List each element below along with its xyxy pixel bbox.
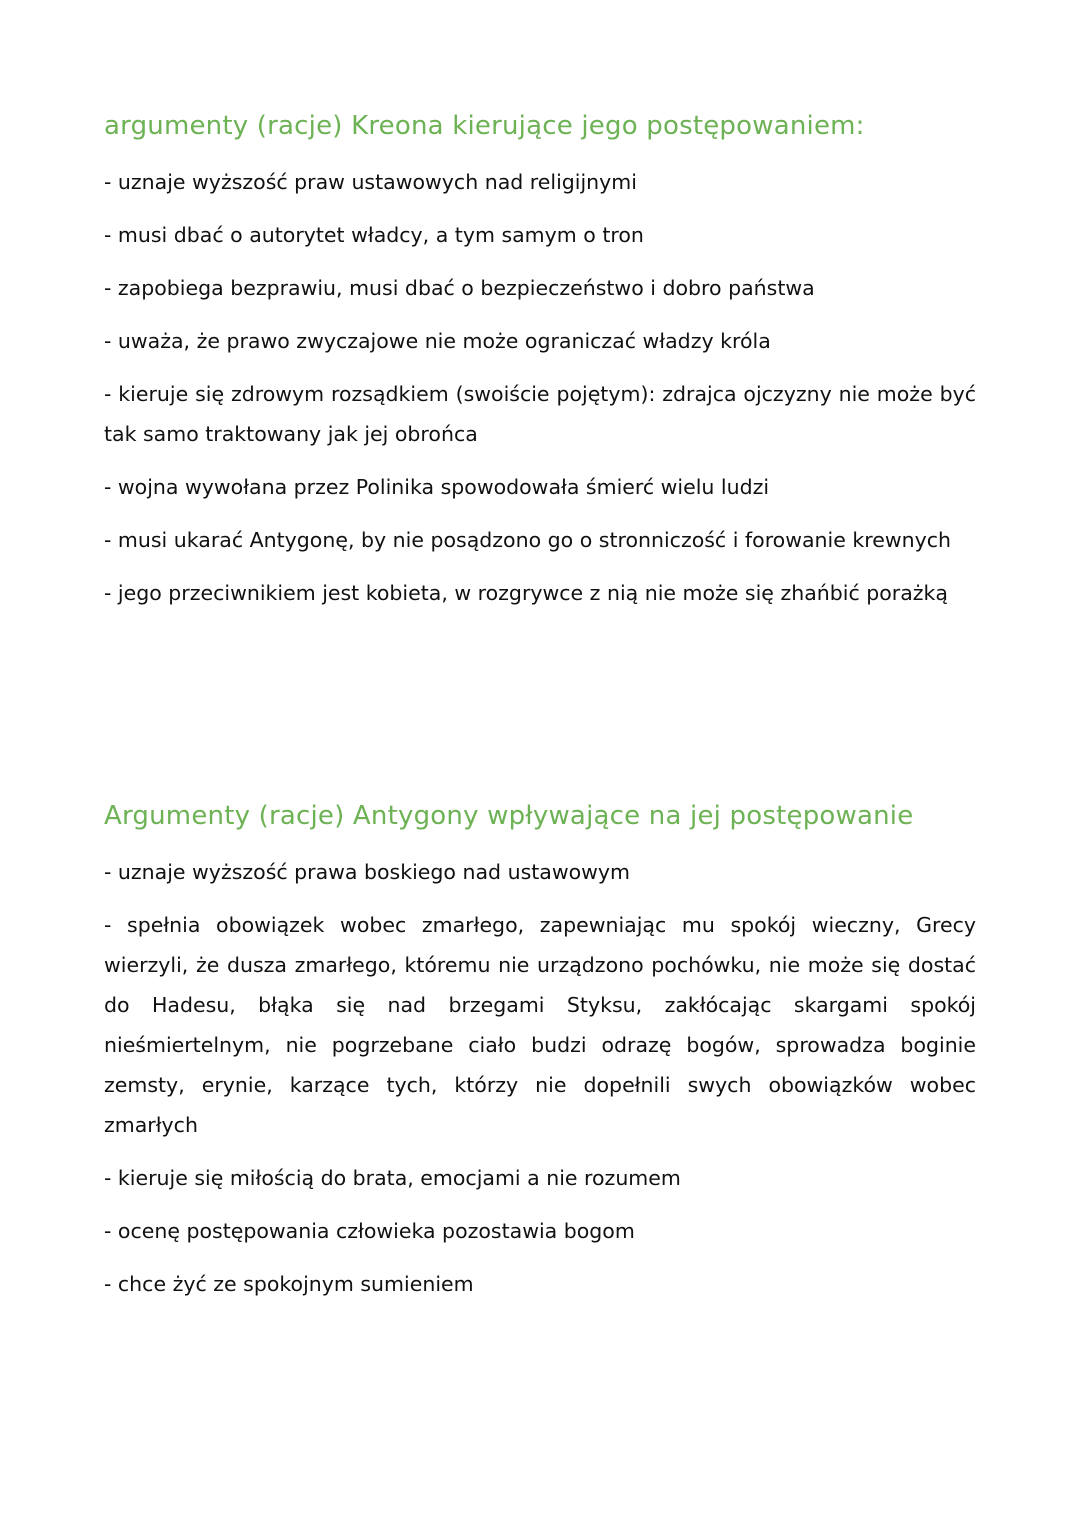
list-item: - ocenę postępowania człowieka pozostawia bogom [104, 1219, 635, 1243]
kreon-arguments-section [104, 106, 976, 626]
list-item: - musi ukarać Antygonę, by nie posądzono go o stronniczość i forowanie krewnych [104, 528, 951, 552]
list-item: - kieruje się zdrowym rozsądkiem (swoiście pojętym): zdrajca ojczyzny nie może być tak samo traktowany jak jej obrońca [104, 382, 976, 446]
list-item: - kieruje się miłością do brata, emocjami a nie rozumem [104, 1166, 681, 1190]
antygona-arguments-section [104, 796, 976, 1317]
list-item: - chce żyć ze spokojnym sumieniem [104, 1272, 474, 1296]
list-item: - wojna wywołana przez Polinika spowodowała śmierć wielu ludzi [104, 475, 770, 499]
list-item: - uznaje wyższość praw ustawowych nad religijnymi [104, 170, 637, 194]
list-item: - spełnia obowiązek wobec zmarłego, zapewniając mu spokój wieczny, Grecy wierzyli, że dusza zmarłego, któremu nie urządzono pochówku, nie może się dostać do Hadesu, błąka się nad brzegami Styksu, zakłócając skargami spokój nieśmiertelnym, nie pogrzebane ciało budzi odrazę bogów, sprowadza boginie zemsty, erynie, karzące tych, którzy nie dopełnili swych obowiązków wobec zmarłych [104, 913, 976, 1137]
list-item: - zapobiega bezprawiu, musi dbać o bezpieczeństwo i dobro państwa [104, 276, 815, 300]
section-heading-antygona: Argumenty (racje) Antygony wpływające na jej postępowanie [104, 801, 914, 831]
list-item: - musi dbać o autorytet władcy, a tym samym o tron [104, 223, 644, 247]
list-item: - uważa, że prawo zwyczajowe nie może ograniczać władzy króla [104, 329, 771, 353]
list-item: - uznaje wyższość prawa boskiego nad ustawowym [104, 860, 631, 884]
list-item: - jego przeciwnikiem jest kobieta, w rozgrywce z nią nie może się zhańbić porażką [104, 581, 948, 605]
section-heading-kreon: argumenty (racje) Kreona kierujące jego postępowaniem: [104, 111, 865, 141]
